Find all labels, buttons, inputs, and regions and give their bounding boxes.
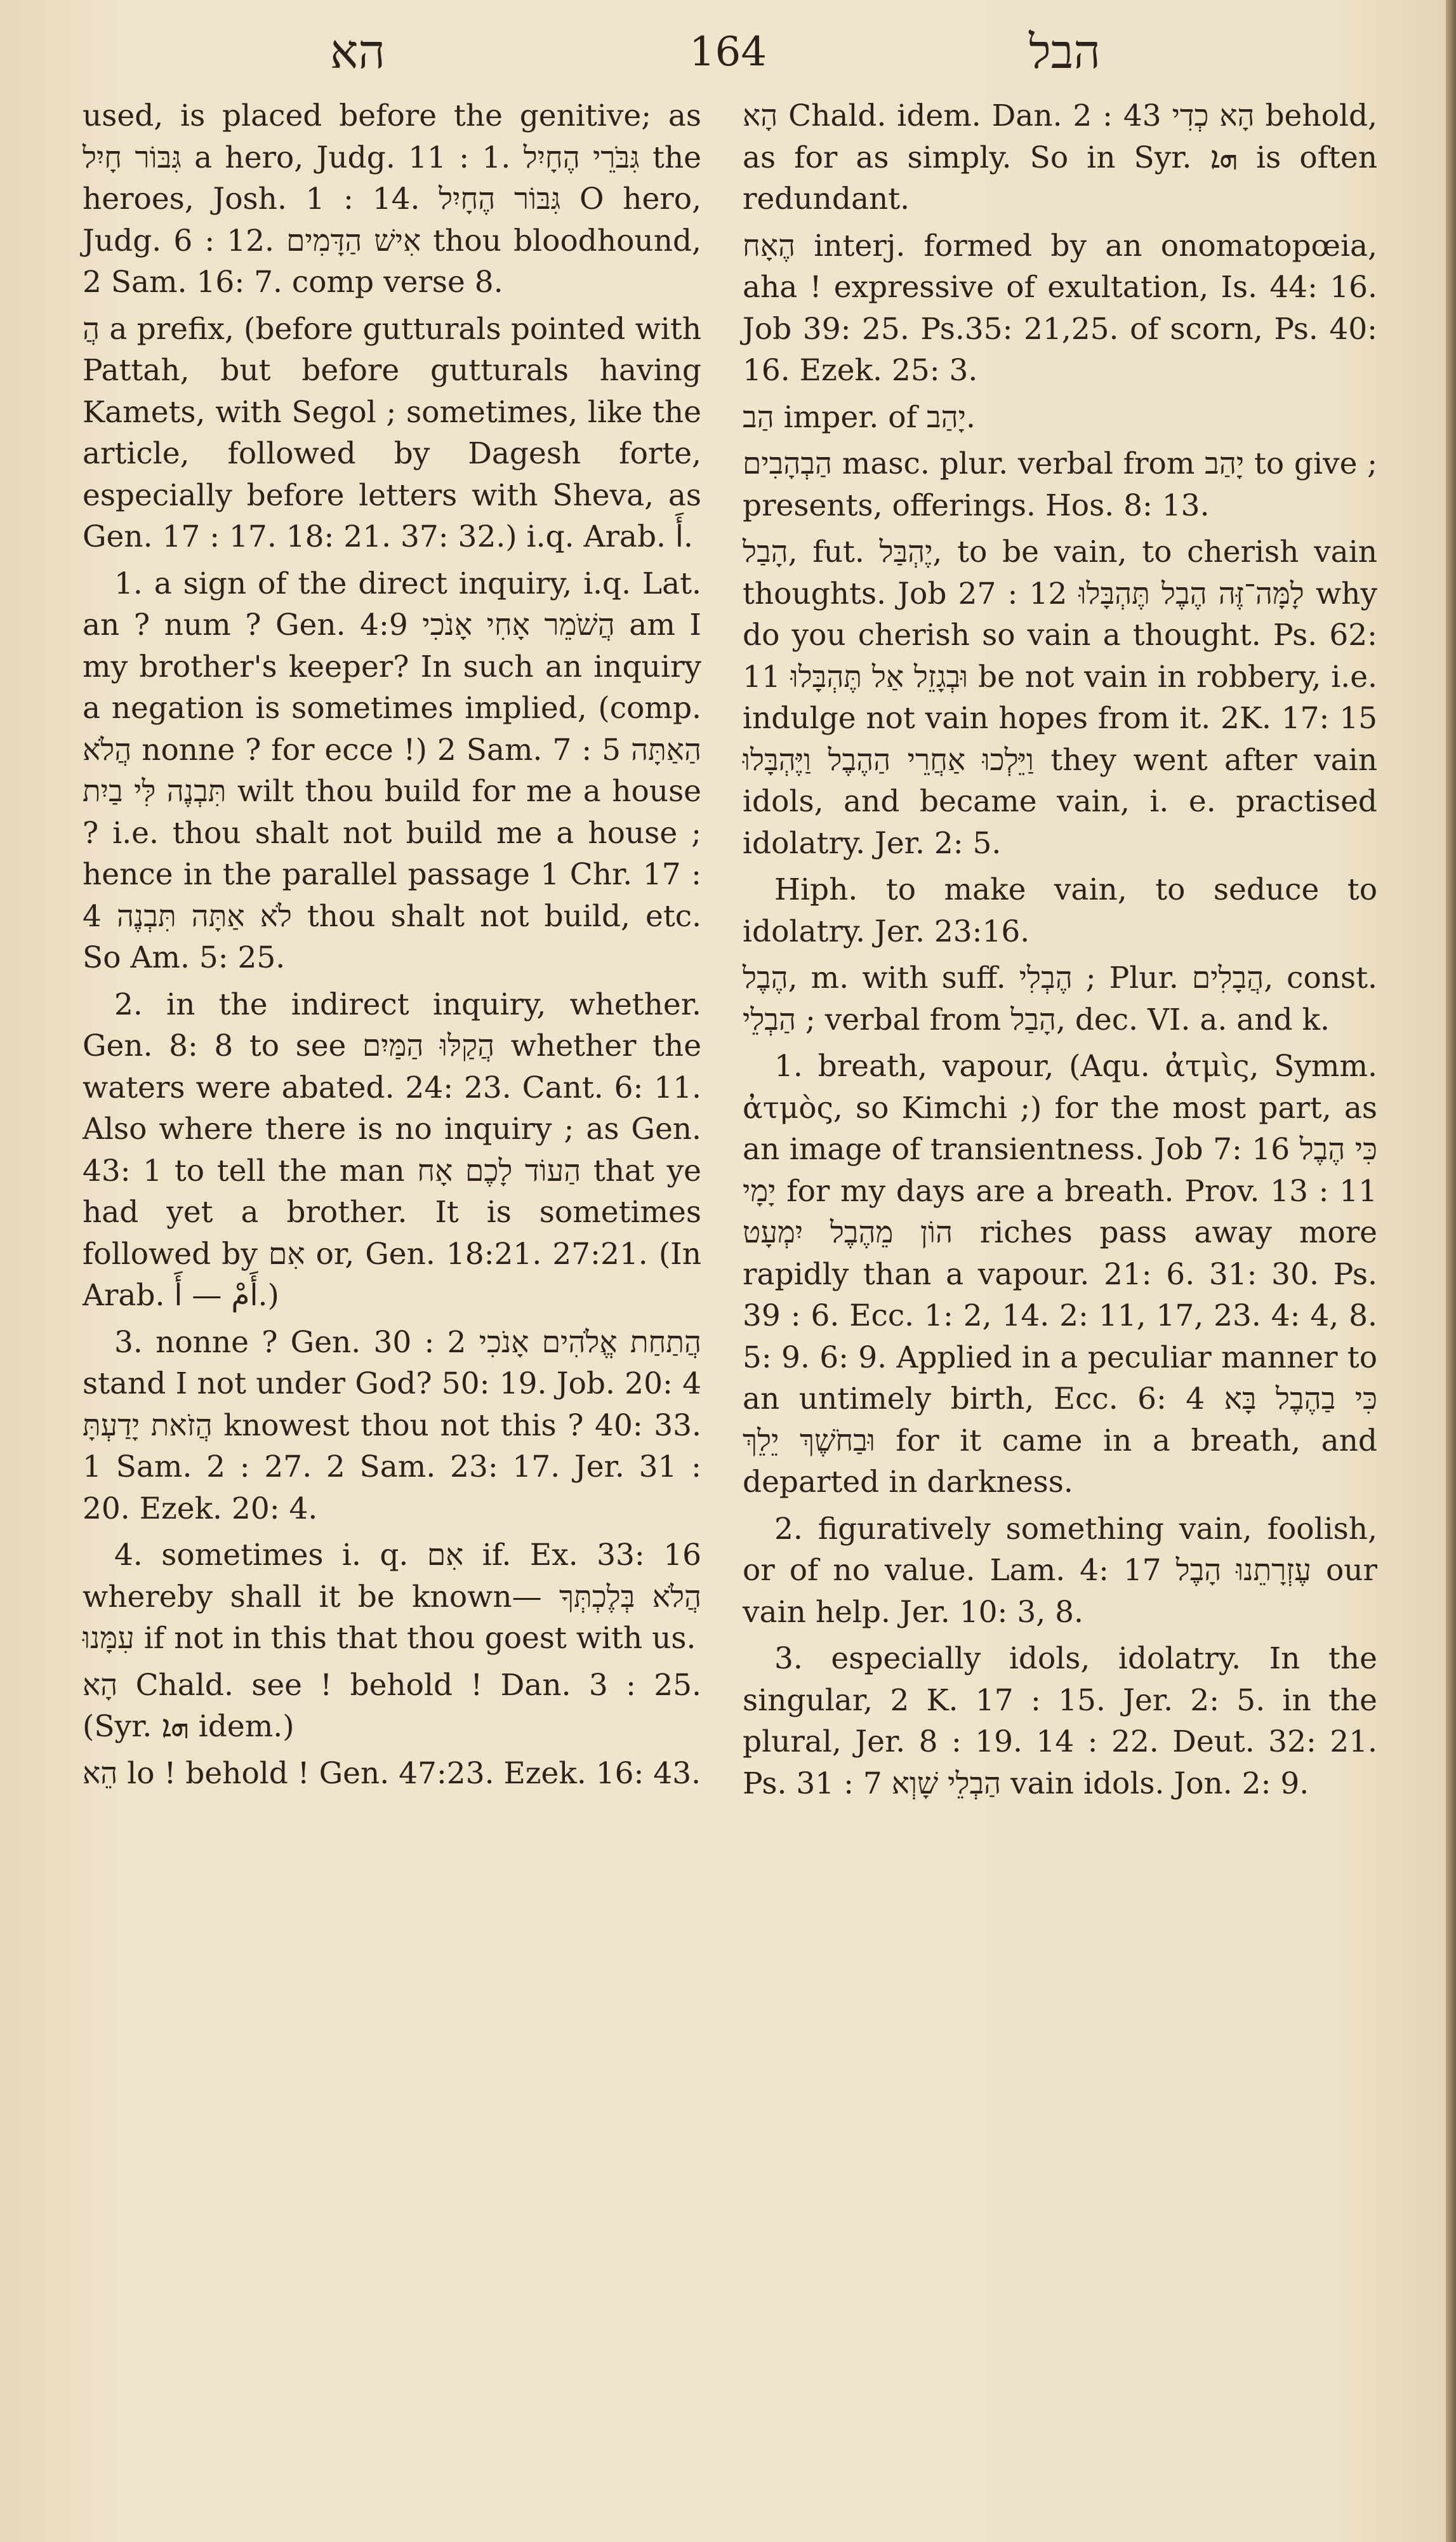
entry-continuation: used, is placed before the genitive; as גִּבּוֹר חָיִל a hero, Judg. 11 : 1. גִּבֹּרֵי הֶחָיִל the heroes, Josh. 1 : 14. גִּבּוֹר הֶחָיִל O hero, Judg. 6 : 12. אִישׁ הַדָּמִים thou bloodhound, 2 Sam. 16: 7. comp verse 8. bbox=[83, 98, 702, 300]
running-head-right: הבל bbox=[1029, 25, 1101, 79]
running-head-left: הא bbox=[330, 25, 385, 79]
page-edge bbox=[1446, 0, 1456, 2542]
sense-2: 2. in the indirect inquiry, whether. Gen. 8: 8 to see הֲקַלּוּ הַמַּיִם whether the waters were abated. 24: 23. Cant. 6: 11. Also where there is no inquiry ; as Gen. 43: 1 to tell the man הַעוֹד לָכֶם אָח that ye had yet a brother. It is sometimes followed by אִם or, Gen. 18:21. 27:21. (In Arab. أَمْ — أَ.) bbox=[83, 987, 702, 1313]
sense-1: 1. a sign of the direct inquiry, i.q. Lat. an ? num ? Gen. 4:9 הֲשֹׁמֵר אָחִי אָנֹכִי am I my brother's keeper? In such an inquiry a negation is sometimes implied, (comp. הֲלֹא nonne ? for ecce !) 2 Sam. 7 : 5 הַאַתָּה תִּבְנֶה לִּי בַיִת wilt thou build for me a house ? i.e. thou shalt not build me a house ; hence in the parallel passage 1 Chr. 17 : 4 לֹא אַתָּה תִּבְנֶה thou shalt not build, etc. So Am. 5: 25. bbox=[83, 566, 702, 975]
entry-heach: הֶאָח interj. formed by an onomatopœia, aha ! expressive of exultation, Is. 44: 16. Job 39: 25. Ps.35: 21,25. of scorn, Ps. 40: 16. Ezek. 25: 3. bbox=[743, 228, 1377, 388]
entry-ha-chald-idem: הָא Chald. idem. Dan. 2 : 43 הָא כְדִי behold, as for as simply. So in Syr. ܗܐ is often redundant. bbox=[743, 98, 1377, 216]
entry-habal-verb: הָבַל, fut. יֶהְבַּל, to be vain, to cherish vain thoughts. Job 27 : 12 לָמָּה־זֶּה הֶבֶל תֶּהְבָּלוּ why do you cherish so vain a thought. Ps. 62: 11 וּבְגָזֵל אַל תֶּהְבָּלוּ be not vain in robbery, i.e. indulge not vain hopes from it. 2K. 17: 15 וַיֵּלְכוּ אַחֲרֵי הַהֶבֶל וַיֶּהְבָּלוּ they went after vain idols, and became vain, i. e. practised idolatry. Jer. 2: 5. bbox=[743, 535, 1377, 861]
entry-he-prefix: הֲ a prefix, (before gutturals pointed with Pattah, but before gutturals having Kamets, with Segol ; sometimes, like the article, followed by Dagesh forte, especially before letters with Sheva, as Gen. 17 : 17. 18: 21. 37: 32.) i.q. Arab. أَ. bbox=[83, 311, 701, 554]
entry-hebel-noun: הֶבֶל, m. with suff. הֶבְלִי ; Plur. הֲבָלִים, const. הַבְלֵי ; verbal from הָבַל, dec. VI. a. and k. bbox=[743, 961, 1378, 1037]
page-number: 164 bbox=[689, 29, 767, 76]
entry-hab: הַב imper. of יָהַב. bbox=[743, 399, 976, 435]
hebel-sense-3: 3. especially idols, idolatry. In the singular, 2 K. 17 : 15. Jer. 2: 5. in the plural, Jer. 8 : 19. 14 : 22. Deut. 32: 21. Ps. 31 : 7 הַבְלֵי שָׁוְא vain idols. Jon. 2: 9. bbox=[743, 1641, 1377, 1801]
hebel-sense-2: 2. figuratively something vain, foolish, or of no value. Lam. 4: 17 עֶזְרָתֵנוּ הָבֶל our vain help. Jer. 10: 3, 8. bbox=[743, 1511, 1378, 1630]
left-column bbox=[83, 95, 701, 1799]
entry-habhabim: הַבְהָבִים masc. plur. verbal from יָהַב to give ; presents, offerings. Hos. 8: 13. bbox=[743, 446, 1377, 523]
entry-he-lo: הֵא lo ! behold ! Gen. 47:23. Ezek. 16: 43. bbox=[83, 1755, 701, 1791]
right-column bbox=[743, 95, 1377, 1809]
sense-3: 3. nonne ? Gen. 30 : 2 הֲתַחַת אֱלֹהִים אָנֹכִי stand I not under God? 50: 19. Job. 20: 4 הֲזֹאת יָדַעְתָּ knowest thou not this ? 40: 33. 1 Sam. 2 : 27. 2 Sam. 23: 17. Jer. 31 : 20. Ezek. 20: 4. bbox=[83, 1324, 702, 1526]
sense-4: 4. sometimes i. q. אִם if. Ex. 33: 16 whereby shall it be known— הֲלֹא בְּלֶכְתְּךָ עִמָּנוּ if not in this that thou goest with us. bbox=[83, 1538, 701, 1656]
hiph-sense: Hiph. to make vain, to seduce to idolatry. Jer. 23:16. bbox=[743, 872, 1377, 949]
hebel-sense-1: 1. breath, vapour, (Aqu. ἀτμὶς, Symm. ἀτμὸς, so Kimchi ;) for the most part, as an image of transientness. Job 7: 16 כִּי הֶבֶל יָמָי for my days are a breath. Prov. 13 : 11 הוֹן מֵהֶבֶל יִמְעָט riches pass away more rapidly than a vapour. 21: 6. 31: 30. Ps. 39 : 6. Ecc. 1: 2, 14. 2: 11, 17, 23. 4: 4, 8. 5: 9. 6: 9. Applied in a peculiar manner to an untimely birth, Ecc. 6: 4 כִּי בַהֶבֶל בָּא וּבַחֹשֶׁךְ יֵלֵךְ for it came in a breath, and departed in darkness. bbox=[743, 1049, 1377, 1500]
entry-ha-chald: הָא Chald. see ! behold ! Dan. 3 : 25. (Syr. ܗܐ idem.) bbox=[83, 1667, 701, 1744]
